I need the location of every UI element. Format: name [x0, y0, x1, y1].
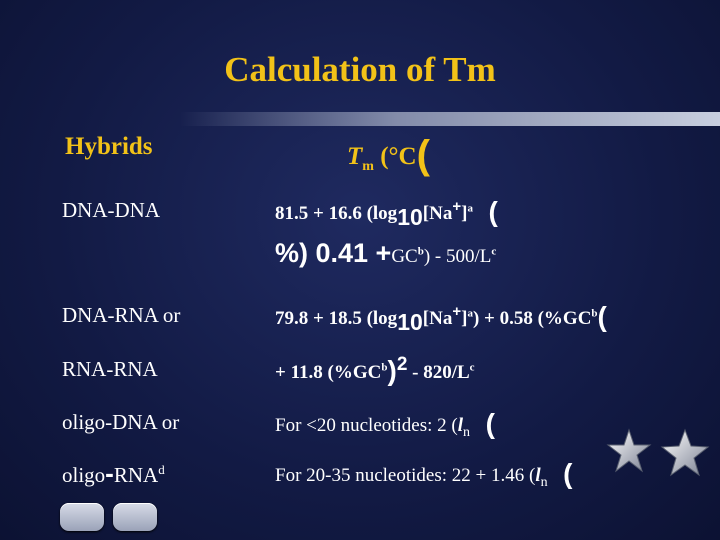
equation-dna-rna-line2: + 11.8 $(\%GC^b)2 - 820/L^c$ [275, 354, 475, 386]
header-tm-paren: ( [416, 133, 430, 177]
prev-button[interactable] [60, 503, 104, 531]
row-label-oligo-dna: oligo-DNA or [62, 410, 180, 434]
title-underline [180, 112, 720, 126]
slide-title: Calculation of Tm [224, 50, 496, 89]
header-hybrids: Hybrids [65, 133, 153, 160]
header-tm-unit: (°C [373, 143, 417, 170]
header-tm-symbol: T [347, 143, 363, 170]
header-tm-subscript: m [362, 159, 374, 174]
equation-oligo-short: For <20 nucleotides: 2 ($l_n$ ( [275, 408, 495, 440]
equation-dna-rna-line1: 79.8 + 18.5 $(\log 10[Na^+]^a) + 0.58$ ($\%GC^b$( [275, 301, 607, 335]
row-label-dna-dna: DNA-DNA [62, 198, 160, 222]
star-icon [606, 428, 652, 474]
equation-dna-dna-line1: 81.5 + 16.6 ($\log 10[Na^+]^a$ ( [275, 196, 498, 230]
row-label-oligo-rna: oligo-RNA$^d$ [62, 458, 165, 488]
next-button[interactable] [113, 503, 157, 531]
row-label-rna-rna: RNA-RNA [62, 357, 158, 381]
row-label-dna-rna: DNA-RNA or [62, 303, 181, 327]
equation-oligo-long: For 20-35 nucleotides: 22 + 1.46 ($l_n$ ( [275, 458, 573, 490]
star-icon [660, 428, 710, 478]
header-tm [347, 133, 430, 178]
equation-dna-dna-line2: %) $0.41 +GC^b) - 500/L^c$ [275, 238, 497, 268]
